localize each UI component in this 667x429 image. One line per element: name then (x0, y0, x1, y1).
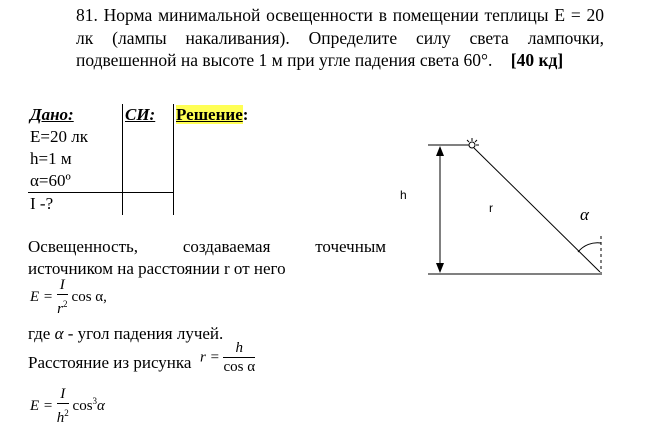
label-r: r (489, 201, 493, 215)
answer-points: [40 кд] (510, 50, 564, 70)
given-row-h: h=1 м (28, 148, 123, 170)
formula3-rhs: cos (72, 397, 93, 414)
given-row-alpha: α=60º (28, 170, 123, 193)
solution-line-2: источником на расстоянии r от него (28, 259, 286, 278)
formula1-den-sup: 2 (62, 299, 68, 309)
angle-arc (578, 243, 601, 252)
formula1-den: r (57, 301, 63, 317)
problem-text: Норма минимальной освещенности в помещении теплицы Е = 20 лк (лампы накаливания). Определите силу света лампочки, подвешенной на высоте 1 м при угле падения света 60°. (76, 5, 604, 70)
solution-line-1: Освещенность, создаваемая точечным (28, 237, 386, 256)
formula2-den: cos α (223, 359, 256, 375)
formula2-num: h (223, 340, 255, 358)
label-alpha: α (580, 205, 589, 224)
header-solution-colon: : (242, 105, 249, 124)
given-row-e: Е=20 лк (28, 126, 123, 148)
distance-line: Расстояние из рисунка (28, 353, 192, 372)
formula1-num: I (57, 277, 68, 295)
lamp-icon (465, 138, 479, 148)
label-h: h (400, 188, 407, 202)
header-given: Дано: (30, 105, 74, 124)
problem-number: 81. (76, 5, 98, 25)
where-symbol: α (54, 324, 64, 343)
formula3-rhs-sup: 3 (92, 395, 98, 406)
where-prefix: где (28, 324, 51, 343)
formula3-num: I (57, 386, 69, 404)
formula3-den: h (56, 410, 65, 426)
formula3-rhs-tail: α (97, 397, 105, 414)
header-si: СИ: (125, 105, 156, 124)
given-row-unknown: I -? (28, 193, 123, 216)
formula1-lhs: E = (30, 288, 54, 305)
formula1-trail: , (103, 288, 107, 305)
formula3-lhs: E = (30, 397, 54, 414)
formula3-den-sup: 2 (64, 408, 69, 418)
where-text: - угол падения лучей. (67, 324, 224, 343)
formula2-lhs: r = (200, 349, 220, 366)
header-solution: Решение (176, 105, 243, 124)
formula1-rhs: cos α (71, 288, 104, 305)
